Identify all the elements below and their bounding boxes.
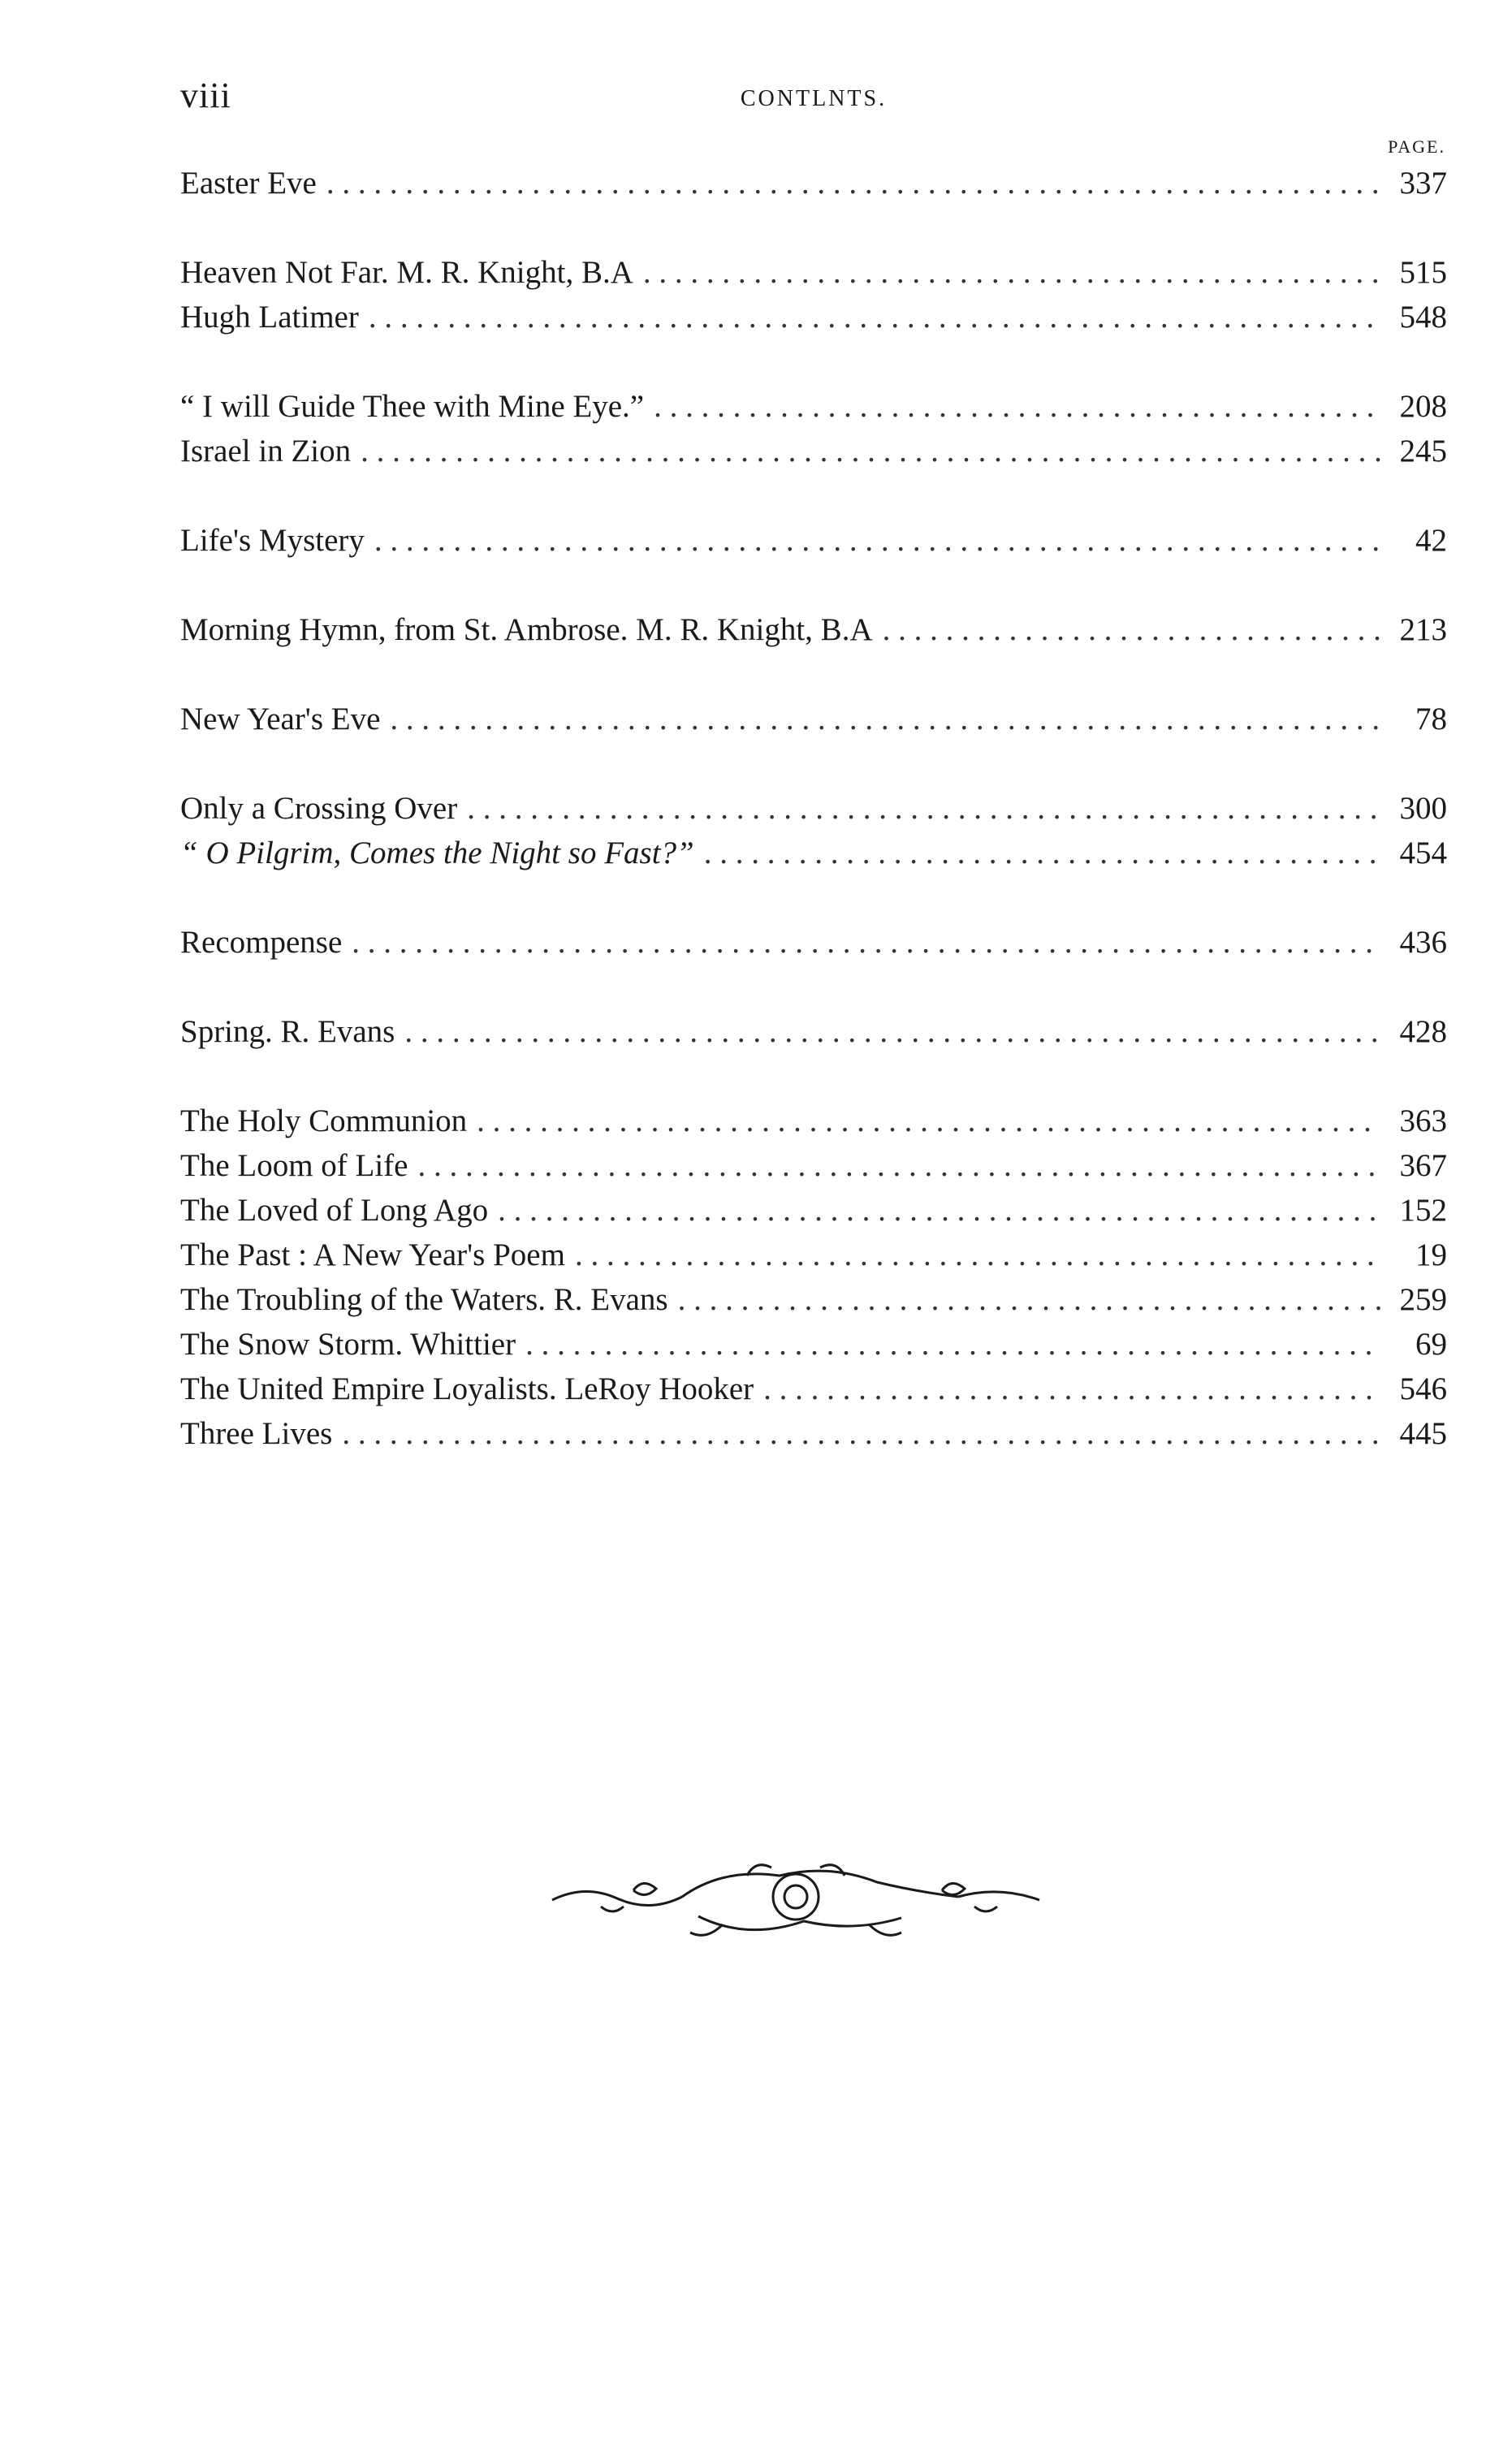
dot-leader bbox=[643, 250, 1380, 295]
dot-leader bbox=[498, 1188, 1380, 1233]
toc-entry-page: 436 bbox=[1399, 925, 1447, 960]
toc-entry bbox=[180, 1099, 1447, 1143]
table-of-contents bbox=[180, 161, 1447, 1501]
dot-leader bbox=[417, 1143, 1380, 1188]
toc-entry bbox=[180, 1188, 1447, 1233]
toc-entry-title: Three Lives bbox=[180, 1416, 333, 1451]
dot-leader bbox=[361, 429, 1380, 473]
tailpiece-ornament bbox=[536, 1843, 1056, 1949]
page-header bbox=[180, 75, 1447, 123]
toc-entry-title: The United Empire Loyalists. LeRoy Hooker bbox=[180, 1371, 754, 1406]
toc-entry-page: 213 bbox=[1399, 612, 1447, 647]
toc-entry bbox=[180, 429, 1447, 473]
toc-group bbox=[180, 607, 1447, 652]
toc-entry-page: 42 bbox=[1415, 523, 1447, 558]
dot-leader bbox=[326, 161, 1380, 205]
toc-entry-page: 337 bbox=[1399, 166, 1447, 201]
toc-entry-page: 152 bbox=[1399, 1193, 1447, 1228]
toc-entry-title: Easter Eve bbox=[180, 166, 317, 201]
dot-leader bbox=[404, 1009, 1380, 1054]
toc-group bbox=[180, 250, 1447, 339]
toc-entry-page: 428 bbox=[1399, 1014, 1447, 1049]
toc-entry-page: 259 bbox=[1399, 1282, 1447, 1317]
toc-entry bbox=[180, 250, 1447, 295]
toc-group bbox=[180, 518, 1447, 563]
toc-entry bbox=[180, 1411, 1447, 1456]
toc-entry-title: Hugh Latimer bbox=[180, 300, 359, 335]
toc-entry-page: 515 bbox=[1399, 255, 1447, 290]
dot-leader bbox=[883, 607, 1380, 652]
toc-entry bbox=[180, 518, 1447, 563]
dot-leader bbox=[352, 920, 1380, 965]
dot-leader bbox=[654, 384, 1380, 429]
toc-entry-page: 78 bbox=[1415, 702, 1447, 736]
toc-entry bbox=[180, 786, 1447, 831]
toc-entry-title: Morning Hymn, from St. Ambrose. M. R. Knight, B.A bbox=[180, 612, 873, 647]
toc-entry-title: The Loom of Life bbox=[180, 1148, 408, 1183]
toc-entry-title: Spring. R. Evans bbox=[180, 1014, 395, 1049]
dot-leader bbox=[390, 697, 1380, 741]
toc-entry-page: 548 bbox=[1399, 300, 1447, 335]
toc-entry bbox=[180, 697, 1447, 741]
toc-entry bbox=[180, 1009, 1447, 1054]
toc-entry bbox=[180, 1277, 1447, 1322]
toc-entry-page: 245 bbox=[1399, 434, 1447, 469]
toc-entry-page: 300 bbox=[1399, 791, 1447, 826]
toc-entry bbox=[180, 1233, 1447, 1277]
toc-entry bbox=[180, 920, 1447, 965]
toc-entry-title: The Past : A New Year's Poem bbox=[180, 1237, 565, 1272]
running-title: CONTLNTS. bbox=[740, 86, 888, 111]
toc-group bbox=[180, 920, 1447, 965]
toc-entry bbox=[180, 1322, 1447, 1367]
dot-leader bbox=[467, 786, 1380, 831]
toc-entry-page: 19 bbox=[1415, 1237, 1447, 1272]
toc-entry bbox=[180, 831, 1447, 875]
toc-entry-title: New Year's Eve bbox=[180, 702, 381, 736]
toc-group bbox=[180, 1099, 1447, 1456]
toc-entry-title: Israel in Zion bbox=[180, 434, 352, 469]
toc-entry-title: Heaven Not Far. M. R. Knight, B.A bbox=[180, 255, 633, 290]
toc-entry-page: 363 bbox=[1399, 1103, 1447, 1138]
toc-entry bbox=[180, 1367, 1447, 1411]
toc-group bbox=[180, 161, 1447, 205]
dot-leader bbox=[342, 1411, 1380, 1456]
toc-entry-title: The Holy Communion bbox=[180, 1103, 468, 1138]
dot-leader bbox=[678, 1277, 1380, 1322]
dot-leader bbox=[704, 831, 1380, 875]
toc-entry-page: 69 bbox=[1415, 1327, 1447, 1362]
toc-entry-title: “ O Pilgrim, Comes the Night so Fast?” bbox=[180, 836, 694, 870]
folio: viii bbox=[180, 76, 231, 115]
dot-leader bbox=[525, 1322, 1380, 1367]
toc-entry-title: Life's Mystery bbox=[180, 523, 365, 558]
toc-entry-title: The Snow Storm. Whittier bbox=[180, 1327, 516, 1362]
toc-entry bbox=[180, 607, 1447, 652]
toc-group bbox=[180, 384, 1447, 473]
page-column-label: PAGE. bbox=[1388, 136, 1445, 157]
toc-entry-title: The Loved of Long Ago bbox=[180, 1193, 489, 1228]
dot-leader bbox=[369, 295, 1380, 339]
toc-group bbox=[180, 786, 1447, 875]
toc-group bbox=[180, 1009, 1447, 1054]
toc-entry bbox=[180, 1143, 1447, 1188]
toc-entry bbox=[180, 161, 1447, 205]
toc-entry bbox=[180, 384, 1447, 429]
dot-leader bbox=[477, 1099, 1380, 1143]
toc-entry-title: Only a Crossing Over bbox=[180, 791, 458, 826]
toc-entry-page: 367 bbox=[1399, 1148, 1447, 1183]
toc-entry-title: “ I will Guide Thee with Mine Eye.” bbox=[180, 389, 645, 424]
dot-leader bbox=[763, 1367, 1380, 1411]
toc-entry-title: Recompense bbox=[180, 925, 343, 960]
toc-entry-page: 546 bbox=[1399, 1371, 1447, 1406]
dot-leader bbox=[575, 1233, 1380, 1277]
dot-leader bbox=[374, 518, 1380, 563]
toc-entry-title: The Troubling of the Waters. R. Evans bbox=[180, 1282, 668, 1317]
toc-entry-page: 208 bbox=[1399, 389, 1447, 424]
toc-entry bbox=[180, 295, 1447, 339]
toc-group bbox=[180, 697, 1447, 741]
toc-entry-page: 445 bbox=[1399, 1416, 1447, 1451]
toc-entry-page: 454 bbox=[1399, 836, 1447, 870]
